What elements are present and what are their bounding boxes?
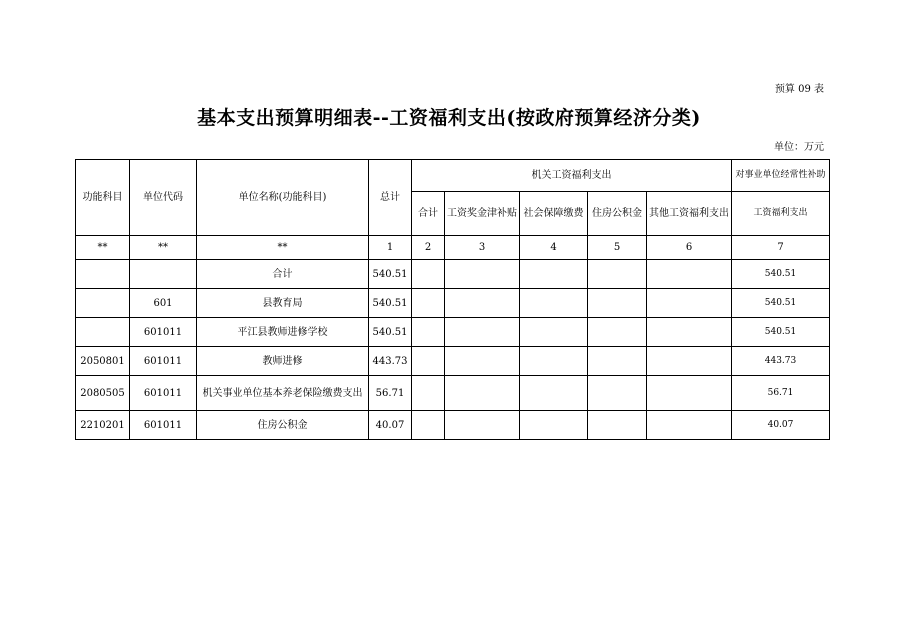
header-org-col: 合计 (412, 192, 445, 236)
table-cell: 56.71 (369, 376, 412, 411)
table-cell (445, 376, 520, 411)
table-cell: 540.51 (732, 260, 830, 289)
index-cell: 3 (445, 236, 520, 260)
index-cell: 1 (369, 236, 412, 260)
table-cell: 56.71 (732, 376, 830, 411)
table-cell: 540.51 (369, 318, 412, 347)
table-row (76, 376, 830, 411)
table-header (76, 160, 830, 260)
index-cell: 6 (647, 236, 732, 260)
table-cell (76, 318, 130, 347)
table-cell: 601011 (130, 411, 197, 440)
table-cell (520, 260, 588, 289)
table-cell (445, 318, 520, 347)
table-cell (647, 318, 732, 347)
table-cell (130, 260, 197, 289)
table-cell (412, 318, 445, 347)
table-cell (520, 376, 588, 411)
table-cell (412, 376, 445, 411)
header-org-col: 社会保障缴费 (520, 192, 588, 236)
table-cell (412, 347, 445, 376)
table-cell: 443.73 (732, 347, 830, 376)
header-org-col: 其他工资福利支出 (647, 192, 732, 236)
table-cell (520, 411, 588, 440)
table-cell (588, 376, 647, 411)
table-cell: 平江县教师进修学校 (197, 318, 369, 347)
table-cell (647, 411, 732, 440)
header-org-col: 工资奖金津补贴 (445, 192, 520, 236)
table-cell: 40.07 (732, 411, 830, 440)
table-cell: 540.51 (732, 318, 830, 347)
table-row (76, 347, 830, 376)
table-cell (647, 376, 732, 411)
table-row (76, 289, 830, 318)
header-org-col: 住房公积金 (588, 192, 647, 236)
header-unit-code: 单位代码 (130, 160, 197, 236)
header-org-group: 机关工资福利支出 (412, 160, 732, 192)
table-cell: 县教育局 (197, 289, 369, 318)
table-cell (647, 347, 732, 376)
table-cell (445, 411, 520, 440)
index-cell: 2 (412, 236, 445, 260)
table-cell (445, 347, 520, 376)
table-cell (445, 289, 520, 318)
header-pub-col: 工资福利支出 (732, 192, 830, 236)
index-cell: ** (130, 236, 197, 260)
table-cell (445, 260, 520, 289)
table-cell (520, 347, 588, 376)
table-row (76, 411, 830, 440)
index-cell: 4 (520, 236, 588, 260)
table-cell: 合计 (197, 260, 369, 289)
table-cell (588, 318, 647, 347)
table-cell: 2080505 (76, 376, 130, 411)
index-cell: ** (76, 236, 130, 260)
table-cell (520, 318, 588, 347)
table-cell (412, 411, 445, 440)
index-cell: 5 (588, 236, 647, 260)
index-cell: ** (197, 236, 369, 260)
header-total: 总计 (369, 160, 412, 236)
table-cell: 住房公积金 (197, 411, 369, 440)
table-cell (647, 260, 732, 289)
table-cell: 540.51 (732, 289, 830, 318)
table-cell (588, 260, 647, 289)
table-cell: 601011 (130, 318, 197, 347)
table-cell (76, 289, 130, 318)
table-cell (588, 289, 647, 318)
header-pub-group: 对事业单位经常性补助 (732, 160, 830, 192)
header-func-subject: 功能科目 (76, 160, 130, 236)
page-title: 基本支出预算明细表--工资福利支出(按政府预算经济分类) (197, 107, 701, 129)
form-number: 预算 09 表 (774, 84, 824, 95)
table-row (76, 260, 830, 289)
table-cell: 540.51 (369, 260, 412, 289)
table-cell: 2050801 (76, 347, 130, 376)
index-cell: 7 (732, 236, 830, 260)
table-row (76, 318, 830, 347)
table-cell (412, 260, 445, 289)
table-cell (412, 289, 445, 318)
table-body (76, 260, 830, 440)
table-cell: 601011 (130, 347, 197, 376)
table-cell: 机关事业单位基本养老保险缴费支出 (197, 376, 369, 411)
table-cell (588, 347, 647, 376)
table-cell (647, 289, 732, 318)
table-cell (588, 411, 647, 440)
budget-table (75, 159, 830, 440)
table-cell: 540.51 (369, 289, 412, 318)
table-cell: 2210201 (76, 411, 130, 440)
table-cell: 601 (130, 289, 197, 318)
unit-label: 单位：万元 (774, 142, 824, 153)
table-cell: 40.07 (369, 411, 412, 440)
table-cell: 443.73 (369, 347, 412, 376)
table-cell (76, 260, 130, 289)
table-cell: 教师进修 (197, 347, 369, 376)
table-cell: 601011 (130, 376, 197, 411)
header-unit-name: 单位名称(功能科目) (197, 160, 369, 236)
table-cell (520, 289, 588, 318)
index-row (76, 236, 830, 260)
